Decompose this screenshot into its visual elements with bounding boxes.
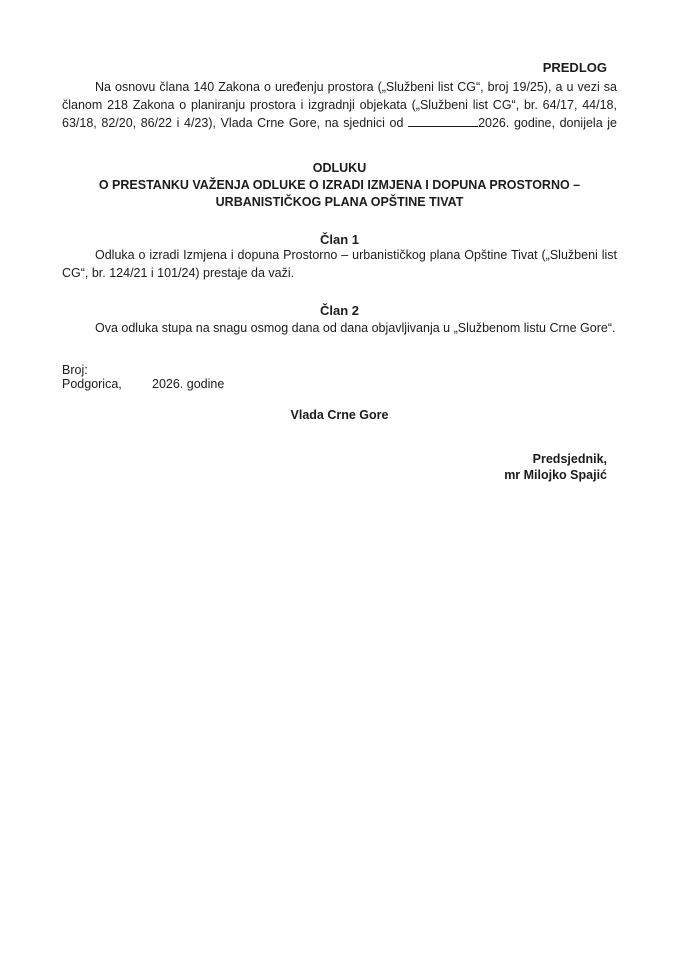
intro-line-3-end: 2026. godine, donijela je: [478, 116, 617, 130]
article-2-line-1: Ova odluka stupa na snagu osmog dana od dana objavljivanja u „Službenom listu Crne Gore“.: [95, 321, 616, 335]
intro-line-3: [62, 114, 617, 132]
article-1-line-2: CG“, br. 124/21 i 101/24) prestaje da važi.: [62, 266, 295, 280]
intro-line-1: Na osnovu člana 140 Zakona o uređenju prostora („Službeni list CG“, broj 19/25), a u vezi sa: [95, 80, 617, 94]
intro-paragraph: [62, 78, 617, 132]
signatory-title: Predsjednik,: [532, 452, 607, 466]
reference-number-label: Broj:: [62, 363, 88, 377]
title-line-2: O PRESTANKU VAŽENJA ODLUKE O IZRADI IZMJENA I DOPUNA PROSTORNO –: [98, 178, 581, 192]
signatory-block: [504, 451, 607, 483]
article-2-heading: Član 2: [319, 303, 359, 318]
article-1-line-1: Odluka o izradi Izmjena i dopuna Prostorno – urbanističkog plana Opštine Tivat („Službeni list: [95, 248, 617, 262]
article-1-heading: Član 1: [319, 232, 359, 247]
title-line-1: ODLUKU: [312, 161, 367, 175]
article-2-text: [62, 319, 617, 337]
place-label: Podgorica,: [62, 377, 122, 391]
session-date-blank: [408, 115, 478, 127]
signatory-name: mr Milojko Spajić: [504, 468, 607, 482]
government-name: Vlada Crne Gore: [290, 408, 389, 422]
year-label: 2026. godine: [152, 377, 225, 391]
intro-line-2: članom 218 Zakona o planiranju prostora i izgradnji objekata („Službeni list CG“, br. 64/17, 44/18,: [62, 98, 617, 112]
article-1-text: [62, 246, 617, 282]
title-line-3: URBANISTIČKOG PLANA OPŠTINE TIVAT: [215, 195, 464, 209]
proposal-label: PREDLOG: [542, 60, 607, 75]
intro-line-3-start: 63/18, 82/20, 86/22 i 4/23), Vlada Crne Gore, na sjednici od: [62, 116, 404, 130]
decision-title: [62, 160, 617, 211]
